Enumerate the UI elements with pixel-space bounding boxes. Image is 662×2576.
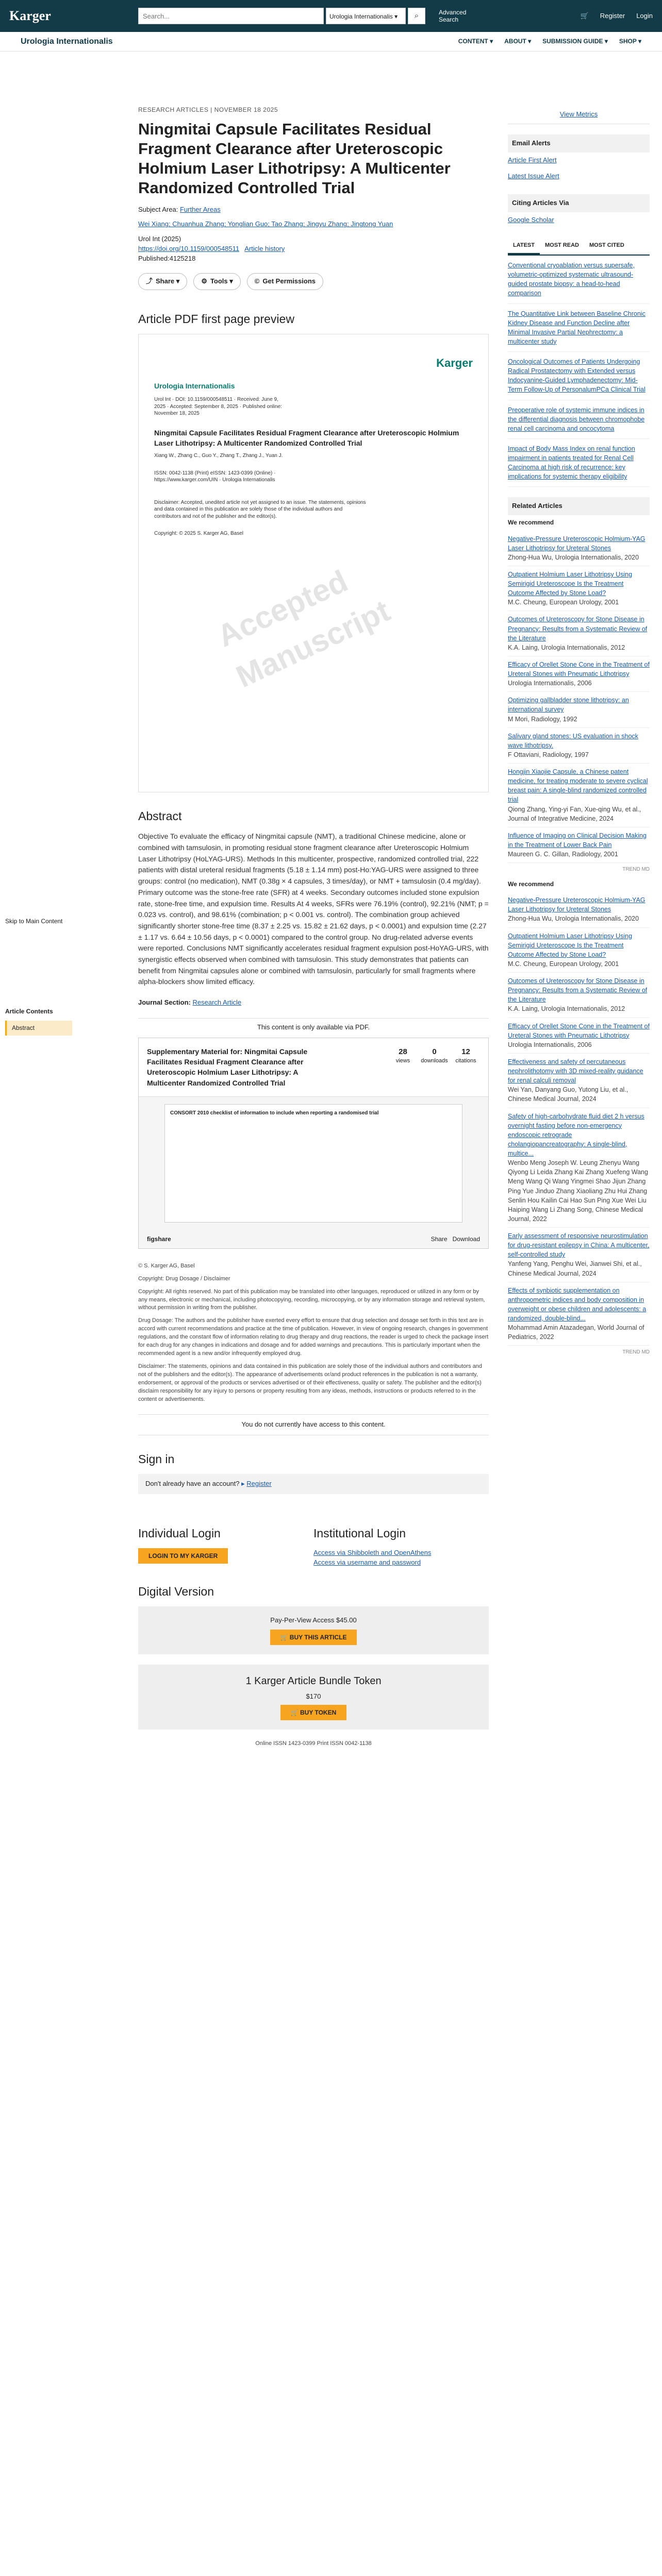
recommended-article[interactable] — [508, 1282, 650, 1346]
buy-token-button[interactable] — [280, 1705, 347, 1720]
supp-stat — [389, 1046, 417, 1088]
recommend-list-2 — [508, 892, 650, 1346]
supp-citations: 12 — [461, 1047, 470, 1056]
recommended-title[interactable]: Effectiveness and safety of percutaneous nephrolithotomy with 3D mixed-reality guidance for renal calculi removal — [508, 1058, 643, 1084]
no-access-note: You do not currently have access to this content. — [138, 1414, 489, 1435]
recommended-article[interactable] — [508, 1108, 650, 1228]
recommended-title[interactable]: Influence of Imaging on Clinical Decision Making in the Treatment of Lower Back Pain — [508, 832, 647, 849]
tab-most-cited[interactable]: MOST CITED — [589, 242, 624, 249]
individual-login-heading: Individual Login — [138, 1526, 221, 1540]
supp-views: 28 — [399, 1047, 407, 1056]
recommended-title[interactable]: Outpatient Holmium Laser Lithotripsy Using Semirigid Ureteroscope Is the Treatment Outcome Affected by Stone Load? — [508, 932, 633, 958]
share-icon: ⤴ — [146, 277, 153, 285]
recommended-source: M.C. Cheung, European Urology, 2001 — [508, 960, 619, 968]
recommended-source: M Mori, Radiology, 1992 — [508, 715, 577, 723]
recommended-title[interactable]: Outcomes of Ureteroscopy for Stone Disease in Pregnancy: Results from a Systematic Review of the Literature — [508, 616, 648, 642]
contents-heading: Article Contents — [5, 1008, 53, 1015]
tab-latest[interactable]: LATEST — [508, 239, 540, 255]
recommend-heading: We recommend — [508, 519, 554, 527]
author-list[interactable]: Wei Xiang; Chuanhua Zhang; Yonglian Guo; Tao Zhang; Jingyu Zhang; Jingtong Yuan — [138, 220, 393, 228]
buy-article-button[interactable] — [270, 1630, 357, 1645]
journal-title[interactable]: Urologia Internationalis — [21, 37, 113, 46]
karger-logo[interactable]: Karger — [9, 8, 51, 24]
latest-article[interactable]: The Quantitative Link between Baseline Chronic Kidney Disease and Function Decline after Minimal Invasive Partial Nephrectomy: a multicenter study — [508, 304, 650, 352]
search-icon: ⌕ — [414, 11, 419, 21]
share-button[interactable] — [138, 273, 187, 290]
supp-download-button[interactable]: Download — [452, 1235, 480, 1243]
pdf-preview[interactable] — [138, 334, 489, 792]
nav-about[interactable]: ABOUT ▾ — [504, 37, 532, 45]
recommended-source: Maureen G. C. Gillan, Radiology, 2001 — [508, 851, 618, 858]
cart-icon[interactable]: 🛒 — [580, 11, 589, 20]
recommended-title[interactable]: Negative-Pressure Ureteroscopic Holmium-YAG Laser Lithotripsy for Ureteral Stones — [508, 896, 646, 913]
search-bar — [138, 8, 425, 24]
latest-article[interactable]: Preoperative role of systemic immune indices in the differential diagnosis between chromophobe renal cell carcinoma and oncocytoma — [508, 400, 650, 439]
permissions-label: Get Permissions — [262, 277, 316, 285]
pdf-only-note: This content is only available via PDF. — [138, 1018, 489, 1032]
recommended-article[interactable] — [508, 764, 650, 827]
preview-copyright: Copyright: © 2025 S. Karger AG, Basel — [154, 531, 244, 537]
preview-heading: Article PDF first page preview — [138, 312, 294, 326]
drug-dosage-text: Drug Dosage: The authors and the publisher have exerted every effort to ensure that drug selection and dosage set forth in this text are in accord with current recommendations and practice at the time of publication. However, in view of ongoing research, changes in government regulations, and the constant flow of information relating to drug therapy and drug reactions, the reader is urged to check the package insert for each drug for any changes in indications and dosage and for added warnings and precautions. This is particularly important when the recommended agent is a new and/or infrequently employed drug. — [138, 1317, 489, 1357]
tools-icon: ⚙ — [201, 277, 207, 285]
login-my-karger-button[interactable]: LOGIN TO MY KARGER — [138, 1548, 228, 1564]
recommended-source: F Ottaviani, Radiology, 1997 — [508, 751, 589, 758]
supp-stat — [452, 1046, 480, 1088]
section-label: Journal Section: — [138, 998, 191, 1007]
copyright-icon: © — [254, 277, 260, 285]
latest-article[interactable]: Impact of Body Mass Index on renal function impairment in patients treated for Renal Cell Carcinoma at high risk of recurrence: key implications for systemic therapy eligibility — [508, 439, 650, 487]
recommended-title[interactable]: Efficacy of Orellet Stone Cone in the Treatment of Ureteral Stones with Pneumatic Lithotripsy — [508, 660, 650, 678]
preview-karger-logo: Karger — [436, 357, 473, 370]
signin-heading: Sign in — [138, 1452, 175, 1466]
preview-authors: Xiang W., Zhang C., Guo Y., Zhang T., Zhang J., Yuan J. — [154, 453, 283, 459]
view-metrics-link[interactable]: View Metrics — [559, 110, 598, 118]
figshare-logo[interactable]: figshare — [147, 1235, 171, 1243]
register-account-link[interactable]: Register — [246, 1479, 272, 1487]
preview-issn: ISSN: 0042-1138 (Print) eISSN: 1423-0399 (Online) · https://www.karger.com/UIN · Urologia Internationalis — [154, 470, 276, 483]
search-scope-select[interactable]: Urologia Internationalis ▾ — [326, 8, 406, 24]
tools-label: Tools ▾ — [210, 277, 233, 285]
alert-latest-issue[interactable]: Latest Issue Alert — [508, 172, 559, 180]
supplementary-box — [138, 1038, 489, 1249]
shibboleth-link[interactable]: Access via Shibboleth and OpenAthens — [313, 1549, 432, 1557]
doi-link[interactable]: https://doi.org/10.1159/000548511 — [138, 245, 240, 253]
recommended-source: Wenbo Meng Joseph W. Leung Zhenyu Wang Qiyong Li Leida Zhang Kai Zhang Xuefeng Wang Meng Wang Qi Wang Yingmei Shao Jijun Zhang Ping Yue Jinduo Zhang Xiaoliang Zhu Hui Zhang Senlin Hou Kailin Cai Hao Sun Ping Xue Wei Liu Haiping Wang Li Zhang Song, Chinese Medical Journal, 2022 — [508, 1159, 648, 1223]
recommended-article[interactable] — [508, 973, 650, 1018]
recommended-source: Mohammad Amin Atazadegan, World Journal of Pediatrics, 2022 — [508, 1324, 644, 1341]
recommended-title[interactable]: Negative-Pressure Ureteroscopic Holmium-YAG Laser Lithotripsy for Ureteral Stones — [508, 535, 646, 552]
recommended-title[interactable]: Salivary gland stones: US evaluation in shock wave lithotripsy. — [508, 732, 638, 749]
published: Published:4125218 — [138, 255, 196, 263]
recommended-article[interactable] — [508, 692, 650, 727]
issn-note: Online ISSN 1423-0399 Print ISSN 0042-1138 — [255, 1740, 372, 1747]
article-title: Ningmitai Capsule Facilitates Residual Fragment Clearance after Ureteroscopic Holmium Laser Lithotripsy: A Multicenter Randomized Controlled Trial — [138, 120, 451, 197]
cart-icon: 🛒 — [290, 1708, 301, 1716]
tab-most-read[interactable]: MOST READ — [544, 242, 579, 249]
advanced-search-link[interactable]: Advanced Search — [439, 8, 467, 23]
sidebar — [508, 106, 650, 1360]
contents-abstract[interactable]: Abstract — [5, 1021, 72, 1036]
related-heading: Related Articles — [508, 497, 650, 515]
subject-link[interactable]: Further Areas — [179, 205, 221, 213]
recommended-source: Zhong-Hua Wu, Urologia Internationalis, 2020 — [508, 915, 639, 923]
search-input[interactable] — [138, 8, 324, 24]
supp-citations-label: citations — [455, 1058, 476, 1064]
token-price: $170 — [306, 1692, 321, 1701]
recommended-article[interactable] — [508, 566, 650, 612]
recommended-source: K.A. Laing, Urologia Internationalis, 2012 — [508, 643, 625, 651]
latest-article[interactable]: Oncological Outcomes of Patients Undergoing Radical Prostatectomy with Extended versus Indocyanine-Guided Lymphadenectomy: Mid-Term Follow-Up of PersonalumPCa Clinical Trial — [508, 352, 650, 400]
supp-views-label: views — [395, 1058, 410, 1064]
search-button[interactable] — [408, 8, 425, 24]
section-link[interactable]: Research Article — [192, 998, 242, 1007]
article-history-link[interactable]: Article history — [244, 245, 285, 253]
buy-article-label: BUY THIS ARTICLE — [289, 1634, 347, 1641]
recommended-article[interactable] — [508, 928, 650, 973]
recommended-article[interactable] — [508, 1228, 650, 1282]
preview-disclaimer: Disclaimer: Accepted, unedited article not yet assigned to an issue. The statements, opinions and data contained in this publication are solely those of the individual authors and contributors and not of the publisher and the editor(s). — [154, 499, 366, 519]
recommended-source: Yanfeng Yang, Penghu Wei, Jianwei Shi, et al., Chinese Medical Journal, 2024 — [508, 1260, 642, 1277]
skip-link[interactable]: Skip to Main Content — [5, 918, 63, 925]
preview-journal: Urologia Internationalis — [154, 382, 235, 391]
supp-document-preview[interactable] — [164, 1104, 462, 1223]
recommended-source: Urologia Internationalis, 2006 — [508, 1041, 592, 1048]
supp-downloads-label: downloads — [421, 1058, 448, 1064]
recommended-source: Wei Yan, Danyang Guo, Yutong Liu, et al., Chinese Medical Journal, 2024 — [508, 1086, 628, 1103]
recommended-article[interactable] — [508, 892, 650, 927]
trendmd-logo: TREND MD — [622, 1349, 650, 1355]
register-link[interactable]: Register — [600, 11, 625, 20]
register-icon: ▸ — [241, 1479, 245, 1487]
preview-watermark: Accepted Manuscript — [212, 563, 395, 694]
nav-shop[interactable]: SHOP ▾ — [619, 37, 641, 45]
subject-label: Subject Area: — [138, 205, 178, 213]
supp-share-button[interactable]: Share — [431, 1235, 448, 1243]
recommended-article[interactable] — [508, 611, 650, 656]
email-alerts-heading: Email Alerts — [508, 134, 650, 152]
recommended-source: M.C. Cheung, European Urology, 2001 — [508, 599, 619, 606]
institutional-login-heading: Institutional Login — [313, 1526, 406, 1540]
recommended-title[interactable]: Outcomes of Ureteroscopy for Stone Disease in Pregnancy: Results from a Systematic Review of the Literature — [508, 977, 648, 1004]
digital-version-heading: Digital Version — [138, 1584, 214, 1598]
disclaimer-text: Disclaimer: The statements, opinions and data contained in this publication are solely those of the individual authors and contributors and not of the publishers and the editor(s). The appearance of advertisements or/and product references in the publication is not a warranty, endorsement, or approval of the products or services advertised or of their effectiveness, quality or safety. The publisher and the editor(s) disclaim responsibility for any injury to persons or property resulting from any ideas, methods, instructions or products referred to in the content or advertisements. — [138, 1363, 482, 1402]
supp-title[interactable]: Supplementary Material for: Ningmitai Capsule Facilitates Residual Fragment Clearance after Ureteroscopic Holmium Laser Lithotripsy: A Multicenter Randomized Controlled Trial — [147, 1047, 308, 1087]
preview-title: Ningmitai Capsule Facilitates Residual Fragment Clearance after Ureteroscopic Holmium Laser Lithotripsy: A Multicenter Randomized Controlled Trial — [154, 428, 459, 448]
latest-article[interactable]: Conventional cryoablation versus supersafe, volumetric-optimized systematic ultrasound-guided prostate biopsy: a head-to-head comparison — [508, 256, 650, 304]
supp-downloads: 0 — [432, 1047, 437, 1056]
recommended-article[interactable] — [508, 728, 650, 764]
permissions-button[interactable] — [247, 273, 323, 290]
article-meta: RESEARCH ARTICLES | NOVEMBER 18 2025 — [138, 106, 278, 113]
article-main — [138, 106, 489, 1748]
abstract-text: Objective To evaluate the efficacy of Ningmitai capsule (NMT), a traditional Chinese medicine, alone or combined with tamsulosin, in promoting residual stone fragment clearance after Ureteroscopic Holmium Laser Lithotripsy (HoLYAG-URS). Methods In this multicenter, prospective, randomized controlled trial, 222 patients with distal ureteral residual fragments (5.18 ± 1.14 mm) post-Ho:YAG-URS were assigned to three groups: control (no medication), NMT (0.38g × 4 capsules, 3 times/day), or NMT + tamsulosin (0.4 mg/day). Primary outcome was the stone-free rate (SFR) at 4 weeks. Secondary outcomes included stone expulsion rate, stone-free time, and expulsion time. Results At 4 weeks, SFRs were 76.19% (control), 92.21% (NMT; p = 0.023 vs. control), and 98.61% (combination; p < 0.001 vs. control). The combination group achieved significantly shorter stone-free time (8.37 ± 2.25 vs. 15.82 ± 21.62 days, p < 0.0001) and expulsion time (2.27 ± 1.17 vs. 6.64 ± 10.56 days, p < 0.0001) compared to the control group. No drug-related adverse events were reported. Conclusions NMT significantly accelerates residual fragment expulsion post-HoYAG-URS, with synergistic effects observed when combined with tamsulosin. This study demonstrates that patients can benefit from Ningmitai capsules alone or combined with tamsulosin, particularly for small fragments where alpha-blockers show limited efficacy. — [138, 832, 489, 986]
supp-doc-title: CONSORT 2010 checklist of information to include when reporting a randomised trial — [170, 1110, 379, 1116]
recommended-source: Zhong-Hua Wu, Urologia Internationalis, 2020 — [508, 553, 639, 561]
recommended-title[interactable]: Safety of high-carbohydrate fluid diet 2 h versus overnight fasting before non-emergency endoscopic retrograde cholangiopancreatography: A single-blind, multice... — [508, 1112, 644, 1157]
alert-article-first[interactable]: Article First Alert — [508, 156, 557, 164]
recommended-title[interactable]: Hongjin Xiaojie Capsule, a Chinese patent medicine, for treating moderate to severe cyclical breast pain: A single-blind randomized controlled trial — [508, 768, 648, 804]
cart-icon: 🛒 — [280, 1634, 290, 1641]
recommended-article[interactable] — [508, 656, 650, 692]
journal-bar — [0, 32, 662, 52]
citing-heading: Citing Articles Via — [508, 194, 650, 212]
journal-line: Urol Int (2025) — [138, 235, 181, 243]
recommended-title[interactable]: Early assessment of responsive neurostimulation for drug-resistant epilepsy in China: A multicenter, self-controlled study — [508, 1232, 650, 1259]
buy-token-label: BUY TOKEN — [300, 1708, 337, 1716]
recommended-title[interactable]: Outpatient Holmium Laser Lithotripsy Using Semirigid Ureteroscope Is the Treatment Outcome Affected by Stone Load? — [508, 570, 633, 597]
recommended-source: Urologia Internationalis, 2006 — [508, 680, 592, 687]
share-label: Share ▾ — [156, 277, 180, 285]
top-bar — [0, 0, 662, 32]
token-heading: 1 Karger Article Bundle Token — [245, 1675, 382, 1687]
recommended-title[interactable]: Effects of synbiotic supplementation on anthropometric indices and body composition in overweight or obese children and adolescents: a randomized, double-blind... — [508, 1286, 647, 1322]
copyright-label: Copyright: Drug Dosage / Disclaimer — [138, 1275, 230, 1282]
recommended-article[interactable] — [508, 1018, 650, 1054]
abstract-heading: Abstract — [138, 809, 182, 823]
ppv-box — [138, 1606, 489, 1654]
recommend-heading: We recommend — [508, 880, 554, 888]
ppv-price: Pay-Per-View Access $45.00 — [270, 1616, 357, 1624]
copyright-text: Copyright: All rights reserved. No part of this publication may be translated into other languages, reproduced or utilized in any form or by any means, electronic or mechanical, including photocopying, recording, microcopying, or by any information storage and retrieval system, without permission in writing from the publisher. — [138, 1288, 485, 1311]
publisher-note: © S. Karger AG, Basel — [138, 1262, 195, 1269]
login-link[interactable]: Login — [636, 11, 653, 20]
google-scholar-link[interactable]: Google Scholar — [508, 216, 554, 224]
nav-content[interactable]: CONTENT ▾ — [458, 37, 493, 45]
token-box — [138, 1665, 489, 1730]
recommended-article[interactable] — [508, 531, 650, 566]
tools-button[interactable] — [193, 273, 241, 290]
nav-submission-guide[interactable]: SUBMISSION GUIDE ▾ — [542, 37, 608, 45]
supp-stat — [420, 1046, 449, 1088]
recommend-list-1 — [508, 531, 650, 863]
preview-meta: Urol Int · DOI: 10.1159/000548511 · Received: June 9, 2025 · Accepted: September 8, 2025 · Published online: November 18, 2025 — [154, 397, 282, 417]
trendmd-logo: TREND MD — [622, 867, 650, 873]
recommended-article[interactable] — [508, 827, 650, 863]
recommended-title[interactable]: Optimizing gallbladder stone lithotripsy: an international survey — [508, 697, 629, 714]
username-link[interactable]: Access via username and password — [313, 1558, 421, 1566]
recommended-title[interactable]: Efficacy of Orellet Stone Cone in the Treatment of Ureteral Stones with Pneumatic Lithotripsy — [508, 1022, 650, 1039]
recommended-source: K.A. Laing, Urologia Internationalis, 2012 — [508, 1005, 625, 1013]
recommended-article[interactable] — [508, 1054, 650, 1108]
recommended-source: Qiong Zhang, Ying-yi Fan, Xue-qing Wu, et al., Journal of Integrative Medicine, 2024 — [508, 805, 641, 822]
no-account-text: Don't already have an account? — [145, 1479, 240, 1487]
